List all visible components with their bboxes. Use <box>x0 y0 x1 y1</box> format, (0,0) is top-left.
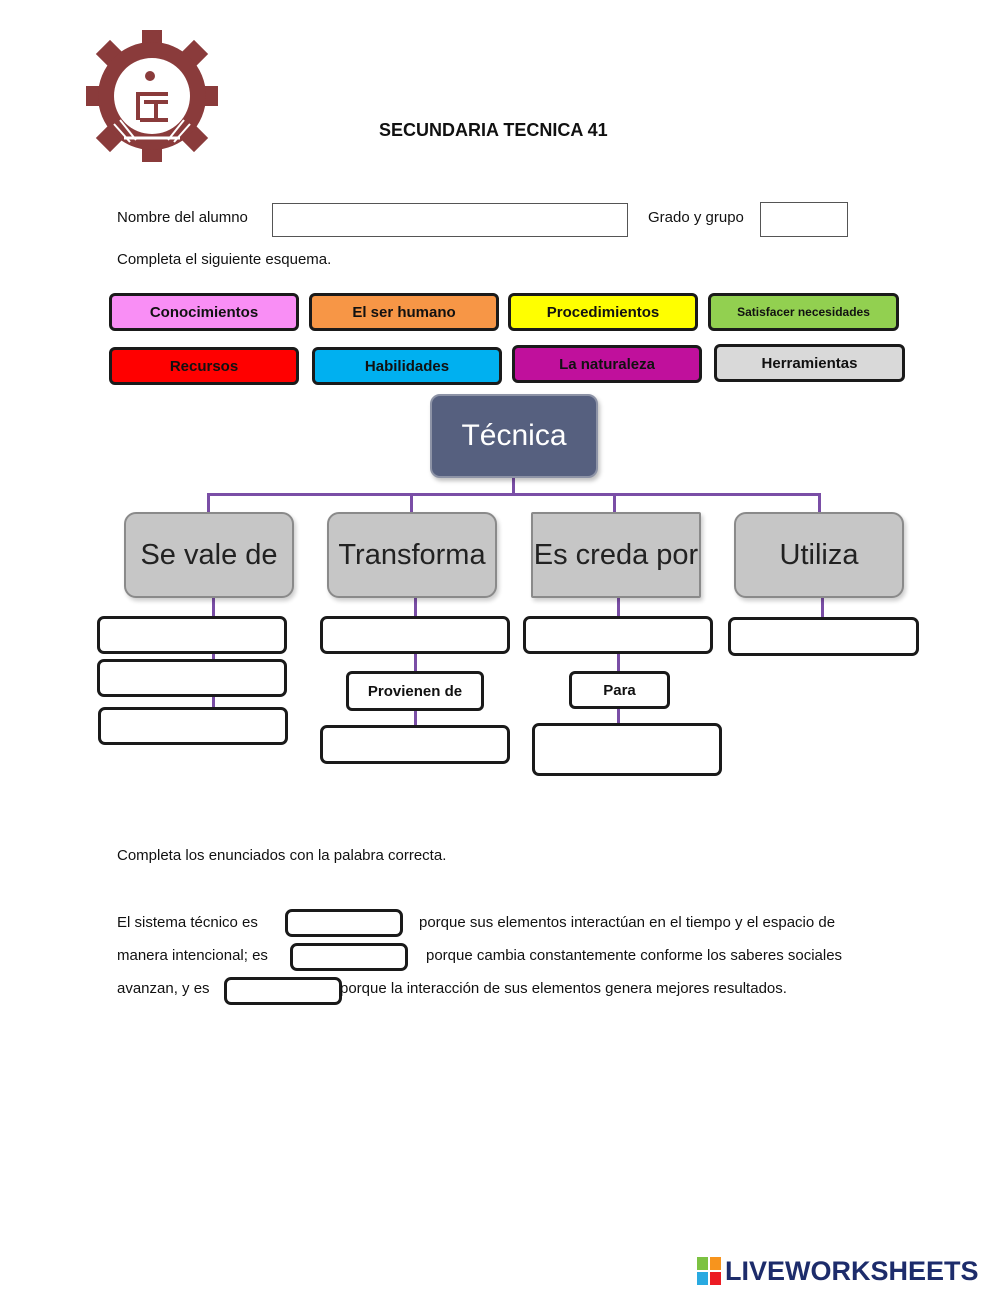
drop-zone-para[interactable] <box>532 723 722 776</box>
sentences-instructions: Completa los enunciados con la palabra correcta. <box>117 847 447 864</box>
para-text: Para <box>603 681 636 699</box>
branch-node-es-creda-por <box>531 512 701 598</box>
drop-zone-es-creda-por[interactable] <box>523 616 713 654</box>
branch-label: Transforma <box>338 538 486 571</box>
word-chip-herramientas[interactable] <box>714 344 905 382</box>
connector <box>207 493 210 513</box>
chip-label: El ser humano <box>352 303 456 321</box>
school-logo <box>84 28 220 164</box>
chip-label: Herramientas <box>761 354 858 372</box>
name-input[interactable] <box>272 203 628 237</box>
word-chip-naturaleza[interactable] <box>512 345 702 383</box>
sentence-blank-3[interactable] <box>224 977 342 1005</box>
branch-label: Se vale de <box>140 538 278 571</box>
provienen-de-label <box>346 671 484 711</box>
sentence-3-start: avanzan, y es <box>117 980 210 997</box>
sentence-1-end: porque sus elementos interactúan en el tiempo y el espacio de <box>419 914 836 931</box>
diagram-root-node <box>430 394 598 478</box>
chip-label: Procedimientos <box>546 303 660 321</box>
word-chip-conocimientos[interactable] <box>109 293 299 331</box>
sentence-2-start: manera intencional; es <box>117 947 268 964</box>
scheme-instructions: Completa el siguiente esquema. <box>117 251 332 268</box>
school-title: SECUNDARIA TECNICA 41 <box>379 120 608 140</box>
chip-label: Conocimientos <box>149 303 259 321</box>
connector <box>512 476 515 494</box>
sentence-3-end: porque la interacción de sus elementos genera mejores resultados. <box>340 980 787 997</box>
word-chip-recursos[interactable] <box>109 347 299 385</box>
liveworksheets-logo <box>697 1256 979 1286</box>
branch-node-se-vale-de <box>124 512 294 598</box>
connector <box>410 493 413 513</box>
connector <box>613 493 616 513</box>
connector <box>207 493 821 496</box>
chip-label: Satisfacer necesidades <box>737 305 870 319</box>
root-label: Técnica <box>461 419 567 452</box>
name-label: Nombre del alumno <box>117 209 248 226</box>
chip-label: La naturaleza <box>559 355 655 373</box>
chip-label: Recursos <box>169 357 239 375</box>
provienen-text: Provienen de <box>367 682 463 700</box>
group-input[interactable] <box>760 202 848 237</box>
chip-label: Habilidades <box>364 357 450 375</box>
drop-zone-se-vale-de-1[interactable] <box>97 616 287 654</box>
drop-zone-utiliza[interactable] <box>728 617 919 656</box>
sentence-blank-1[interactable] <box>285 909 403 937</box>
branch-label: Utiliza <box>779 538 859 571</box>
branch-label: Es creda por <box>533 538 699 571</box>
sentence-2-end: porque cambia constantemente conforme los saberes sociales <box>426 947 843 964</box>
word-chip-habilidades[interactable] <box>312 347 502 385</box>
connector <box>821 598 824 618</box>
drop-zone-se-vale-de-3[interactable] <box>98 707 288 745</box>
brand-name: LIVEWORKSHEETS <box>725 1255 979 1286</box>
word-chip-procedimientos[interactable] <box>508 293 698 331</box>
word-chip-ser-humano[interactable] <box>309 293 499 331</box>
brand-icon <box>697 1257 721 1285</box>
sentence-blank-2[interactable] <box>290 943 408 971</box>
connector <box>818 493 821 513</box>
branch-node-transforma <box>327 512 497 598</box>
sentence-1-start: El sistema técnico es <box>117 914 258 931</box>
drop-zone-provienen-de[interactable] <box>320 725 510 764</box>
branch-node-utiliza <box>734 512 904 598</box>
drop-zone-transforma[interactable] <box>320 616 510 654</box>
group-label: Grado y grupo <box>648 209 744 226</box>
drop-zone-se-vale-de-2[interactable] <box>97 659 287 697</box>
para-label <box>569 671 670 709</box>
word-chip-satisfacer[interactable] <box>708 293 899 331</box>
